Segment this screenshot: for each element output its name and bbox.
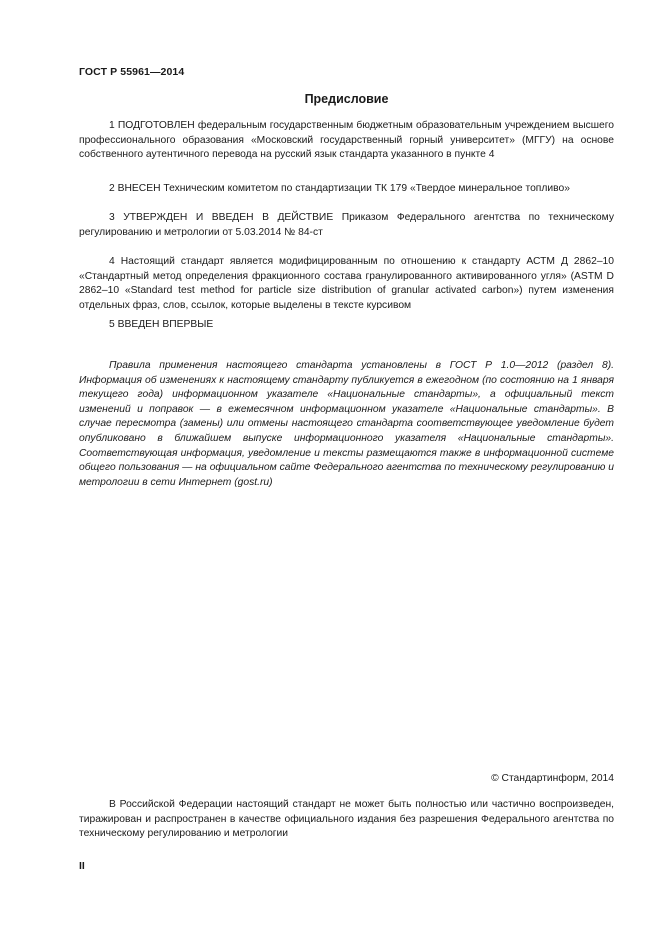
paragraph-prepared-by: 1 ПОДГОТОВЛЕН федеральным государственным бюджетным образовательным учреждением высшего профессионального образования «Московский государственный горный университет» (МГГУ) на основе собственного аутентичного перевода на русский язык стандарта указанного в пункте 4	[79, 120, 614, 161]
page-number: II	[79, 860, 85, 872]
copyright-line: © Стандартинформ, 2014	[491, 773, 614, 784]
reproduction-notice: В Российской Федерации настоящий стандарт не может быть полностью или частично воспроизведен, тиражирован и распространен в качестве официального издания без разрешения Федерального агентства по техническому регулированию и метрологии	[79, 799, 614, 840]
page-title: Предисловие	[304, 92, 389, 106]
paragraph-approved: 3 УТВЕРЖДЕН И ВВЕДЕН В ДЕЙСТВИЕ Приказом Федерального агентства по техническому регулированию и метрологии от 5.03.2014 № 84-ст	[79, 212, 614, 238]
paragraph-modified-standard: 4 Настоящий стандарт является модифицированным по отношению к стандарту АСТМ Д 2862–10 «Стандартный метод определения фракционного состава гранулированного активированного угля» (ASTM D 2862–10 «Standard test method for particle size distribution of granular activated carbon») путем изменения отдельных фраз, слов, ссылок, которые выделены в тексте курсивом	[79, 256, 614, 311]
paragraph-first-introduced: 5 ВВЕДЕН ВПЕРВЫЕ	[109, 319, 214, 330]
notice-application-rules: Правила применения настоящего стандарта установлены в ГОСТ Р 1.0—2012 (раздел 8). Информация об изменениях к настоящему стандарту публикуется в ежегодном (по состоянию на 1 января текущего года) информационном указателе «Национальные стандарты», а официальный текст изменений и поправок — в ежемесячном информационном указателе «Национальные стандарты». В случае пересмотра (замены) или отмены настоящего стандарта соответствующее уведомление будет опубликовано в ближайшем выпуске информационного указателя «Национальные стандарты». Соответствующая информация, уведомление и тексты размещаются также в информационной системе общего пользования — на официальном сайте Федерального агентства по техническому регулированию и метрологии в сети Интернет (gost.ru)	[79, 360, 614, 488]
paragraph-introduced-by: 2 ВНЕСЕН Техническим комитетом по стандартизации ТК 179 «Твердое минеральное топливо»	[109, 183, 570, 194]
document-code: ГОСТ Р 55961—2014	[79, 66, 185, 78]
